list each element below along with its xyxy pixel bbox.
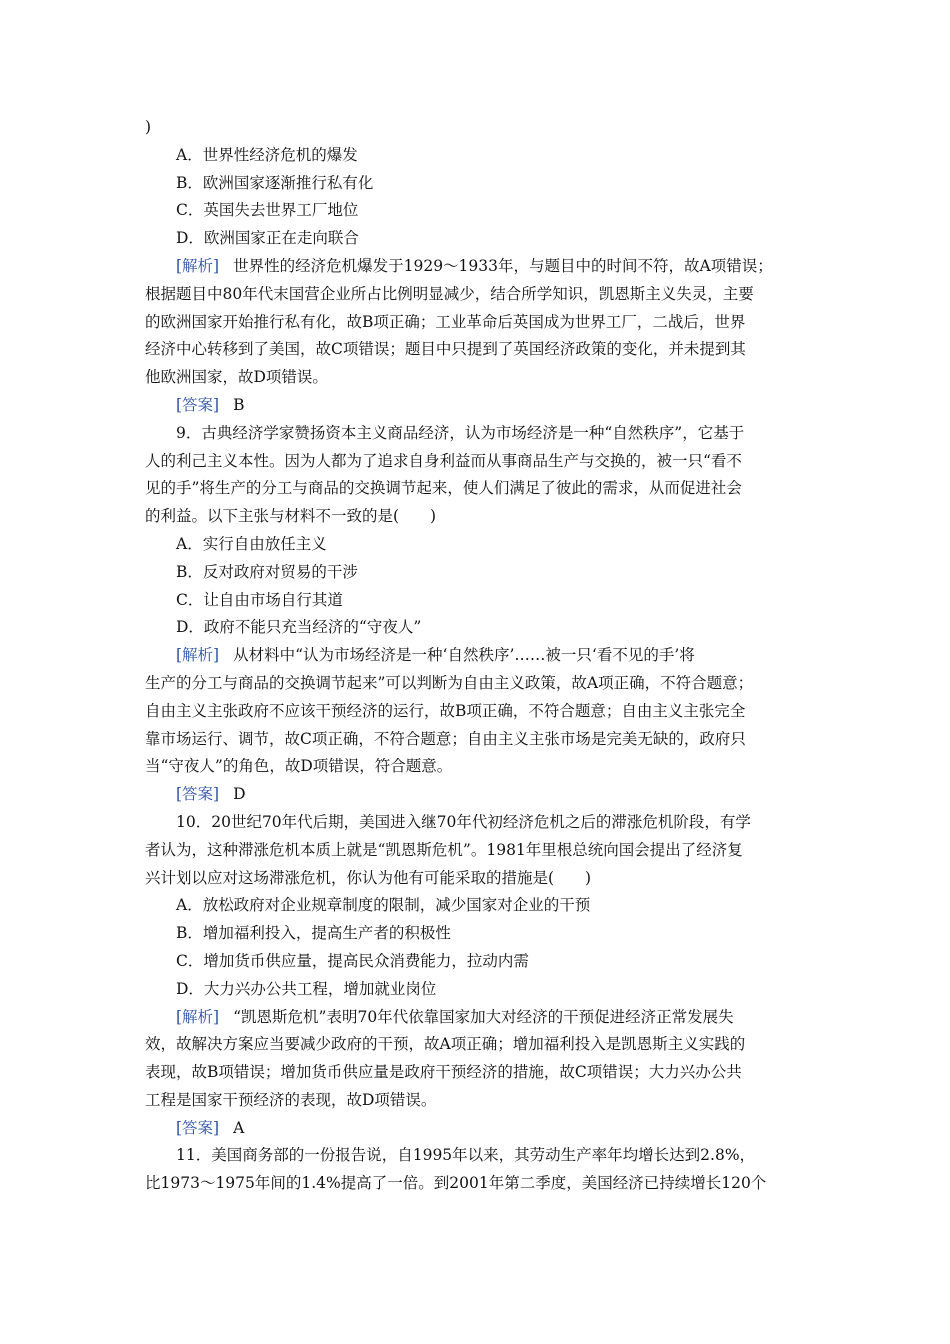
q10-stem-line: 者认为，这种滞涨危机本质上就是“凯恩斯危机”。1981年里根总统向国会提出了经济复: [145, 840, 743, 859]
explanation-tag: [解析]: [176, 646, 220, 665]
q10-stem-line: 10．20世纪70年代后期，美国进入继70年代初经济危机之后的滞涨危机阶段，有学: [176, 812, 751, 831]
q9-answer: [145, 781, 810, 809]
q9-explanation-line: 当“守夜人”的角色，故D项错误，符合题意。: [145, 757, 453, 776]
explanation-tag: [解析]: [176, 1007, 220, 1026]
answer-value: B: [233, 395, 245, 414]
q8-explanation-line: 他欧洲国家，故D项错误。: [145, 368, 328, 387]
q9-stem-line: 的利益。以下主张与材料不一致的是( ): [145, 507, 437, 526]
q10-explanation-line: [145, 1004, 810, 1032]
answer-value: A: [233, 1118, 245, 1137]
q11-stem-line: 11．美国商务部的一份报告说，自1995年以来，其劳动生产率年均增长达到2.8%，: [176, 1146, 756, 1165]
q9-stem-line: 9．古典经济学家赞扬资本主义商品经济，认为市场经济是一种“自然秩序”，它基于: [176, 423, 745, 442]
q9-explanation-line: [145, 642, 810, 670]
q8-answer: [145, 392, 810, 420]
document-page: [145, 114, 810, 1198]
q9-stem-line: 人的利己主义本性。因为人都为了追求自身利益而从事商品生产与交换的，被一只“看不: [145, 451, 742, 470]
q8-explanation-text: 世界性的经济危机爆发于1929～1933年，与题目中的时间不符，故A项错误；: [233, 256, 773, 275]
q8-option-a: A．世界性经济危机的爆发: [176, 145, 358, 164]
q8-explanation-line: 的欧洲国家开始推行私有化，故B项正确；工业革命后英国成为世界工厂，二战后，世界: [145, 312, 746, 331]
q9-option-c: C．让自由市场自行其道: [176, 590, 343, 609]
q10-stem-line: 兴计划以应对这场滞涨危机，你认为他有可能采取的措施是( ): [145, 868, 592, 887]
q9-option-a: A．实行自由放任主义: [176, 534, 327, 553]
q9-explanation-line: 靠市场运行、调节，故C项正确，不符合题意；自由主义主张市场是完美无缺的，政府只: [145, 729, 746, 748]
q10-option-a: A．放松政府对企业规章制度的限制，减少国家对企业的干预: [176, 896, 591, 915]
answer-tag: [答案]: [176, 1118, 220, 1137]
explanation-tag: [解析]: [176, 256, 220, 275]
q8-option-b: B．欧洲国家逐渐推行私有化: [176, 173, 374, 192]
q10-explanation-text: “凯恩斯危机”表明70年代依靠国家加大对经济的干预促进经济正常发展失: [233, 1007, 734, 1026]
q9-explanation-line: 自由主义主张政府不应该干预经济的运行，故B项正确，不符合题意；自由主义主张完全: [145, 701, 746, 720]
q10-option-b: B．增加福利投入，提高生产者的积极性: [176, 924, 451, 943]
q10-explanation-line: 表现，故B项错误；增加货币供应量是政府干预经济的措施，故C项错误；大力兴办公共: [145, 1063, 742, 1082]
q9-stem-line: 见的手”将生产的分工与商品的交换调节起来，使人们满足了彼此的需求，从而促进社会: [145, 479, 742, 498]
q8-explanation-line: 经济中心转移到了美国，故C项错误；题目中只提到了英国经济政策的变化，并未提到其: [145, 340, 746, 359]
q11-stem-line: 比1973～1975年间的1.4%提高了一倍。到2001年第二季度，美国经济已持续增长120个: [145, 1174, 767, 1193]
q9-explanation-line: 生产的分工与商品的交换调节起来”可以判断为自由主义政策，故A项正确，不符合题意；: [145, 673, 754, 692]
q8-option-d: D．欧洲国家正在走向联合: [176, 229, 359, 248]
answer-tag: [答案]: [176, 395, 220, 414]
q8-explanation-line: 根据题目中80年代末国营企业所占比例明显减少，结合所学知识，凯恩斯主义失灵，主要: [145, 284, 754, 303]
answer-tag: [答案]: [176, 785, 220, 804]
q10-option-c: C．增加货币供应量，提高民众消费能力，拉动内需: [176, 951, 529, 970]
q8-explanation-line: [145, 253, 810, 281]
q10-explanation-line: 工程是国家干预经济的表现，故D项错误。: [145, 1090, 437, 1109]
q9-explanation-text: 从材料中“认为市场经济是一种‘自然秩序’……被一只‘看不见的手’将: [233, 646, 695, 665]
q10-option-d: D．大力兴办公共工程，增加就业岗位: [176, 979, 437, 998]
q8-stem-tail: ): [145, 118, 152, 136]
answer-value: D: [233, 785, 246, 804]
q10-explanation-line: 效，故解决方案应当要减少政府的干预，故A项正确；增加福利投入是凯恩斯主义实践的: [145, 1035, 746, 1054]
q9-option-d: D．政府不能只充当经济的“守夜人”: [176, 618, 422, 637]
q9-option-b: B．反对政府对贸易的干涉: [176, 562, 358, 581]
q8-option-c: C．英国失去世界工厂地位: [176, 201, 359, 220]
q10-answer: [145, 1115, 810, 1143]
